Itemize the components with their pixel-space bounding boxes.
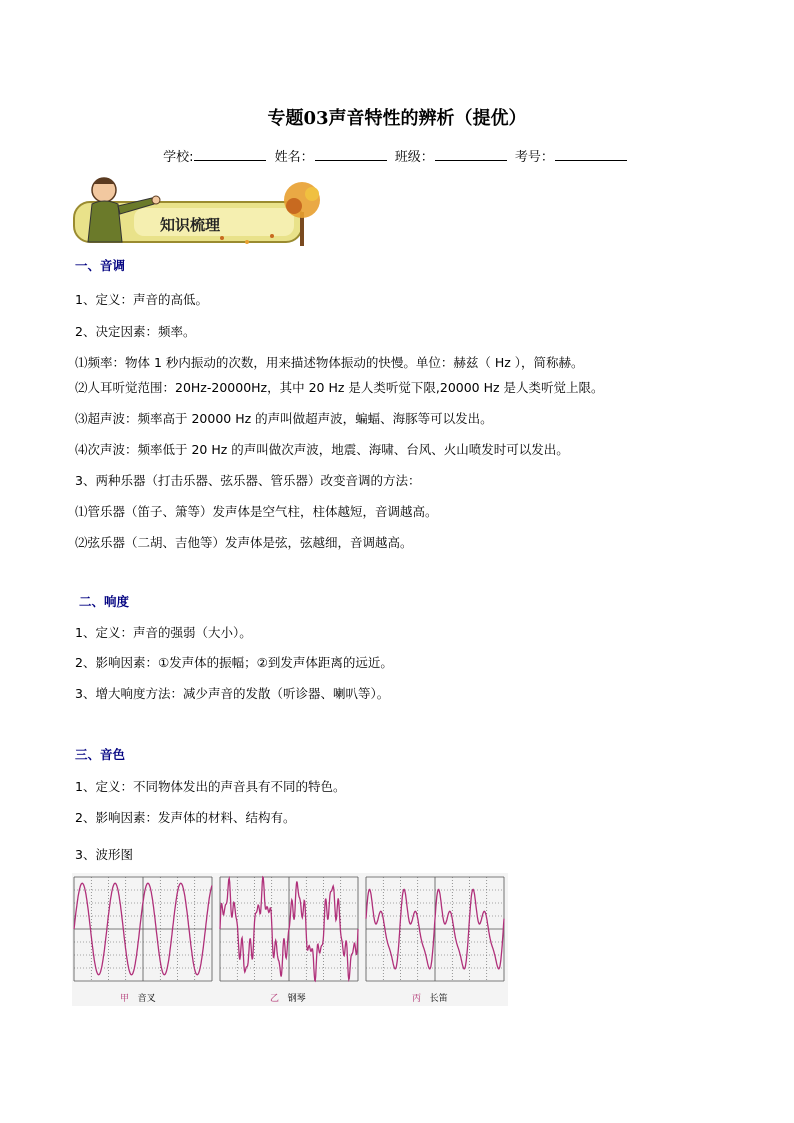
s3-line-3: 3、波形图 bbox=[75, 847, 133, 862]
section-1-heading: 一、音调 bbox=[75, 258, 126, 273]
s3-line-2: 2、影响因素：发声体的材料、结构有。 bbox=[75, 810, 296, 825]
s1-line-9: ⑵弦乐器（二胡、吉他等）发声体是弦，弦越细，音调越高。 bbox=[75, 535, 413, 550]
school-blank[interactable] bbox=[194, 150, 266, 161]
waveform-panels bbox=[72, 873, 508, 985]
banner-label: 知识梳理 bbox=[160, 216, 221, 234]
class-blank[interactable] bbox=[435, 150, 507, 161]
s2-line-1: 1、定义：声音的强弱（大小）。 bbox=[75, 625, 252, 640]
wave-name-1: 音叉 bbox=[137, 994, 156, 1004]
knowledge-banner bbox=[72, 172, 332, 248]
s1-line-7: 3、两种乐器（打击乐器、弦乐器、管乐器）改变音调的方法： bbox=[75, 473, 421, 488]
exam-label: 考号： bbox=[514, 150, 554, 165]
s1-line-4: ⑵人耳听觉范围：20Hz-20000Hz，其中 20 Hz 是人类听觉下限,20000 Hz 是人类听觉上限。 bbox=[75, 380, 604, 395]
s1-line-2: 2、决定因素：频率。 bbox=[75, 324, 196, 339]
section-2-heading: 二、响度 bbox=[79, 594, 130, 609]
wave-key-2: 乙 bbox=[270, 994, 280, 1004]
s1-line-5: ⑶超声波：频率高于 20000 Hz 的声叫做超声波，蝙蝠、海豚等可以发出。 bbox=[75, 411, 493, 426]
school-label: 学校: bbox=[163, 150, 194, 165]
s2-line-3: 3、增大响度方法：减少声音的发散（听诊器、喇叭等）。 bbox=[75, 686, 390, 701]
wave-panel-2 bbox=[220, 877, 358, 981]
s2-line-2: 2、影响因素：①发声体的振幅；②到发声体距离的远近。 bbox=[75, 655, 393, 670]
wave-label-3 bbox=[412, 991, 448, 1004]
name-blank[interactable] bbox=[315, 150, 387, 161]
waveform-figure bbox=[72, 873, 508, 1006]
s1-line-3: ⑴频率：物体 1 秒内振动的次数，用来描述物体振动的快慢。单位：赫兹（ Hz ），简称赫。 bbox=[75, 355, 584, 370]
s1-line-1: 1、定义：声音的高低。 bbox=[75, 292, 208, 307]
wave-name-3: 长笛 bbox=[429, 994, 448, 1004]
wave-panel-1 bbox=[74, 877, 212, 981]
exam-blank[interactable] bbox=[555, 150, 627, 161]
student-info-line bbox=[0, 146, 794, 165]
name-label: 姓名： bbox=[274, 150, 314, 165]
wave-name-2: 钢琴 bbox=[287, 994, 306, 1004]
wave-key-1: 甲 bbox=[120, 994, 130, 1004]
page-title: 专题03声音特性的辨析（提优） bbox=[267, 108, 527, 129]
wave-key-3: 丙 bbox=[412, 994, 422, 1004]
wave-panel-3 bbox=[366, 877, 504, 981]
s3-line-1: 1、定义：不同物体发出的声音具有不同的特色。 bbox=[75, 779, 346, 794]
class-label: 班级： bbox=[394, 150, 434, 165]
s1-line-6: ⑷次声波：频率低于 20 Hz 的声叫做次声波，地震、海啸、台风、火山喷发时可以发出。 bbox=[75, 442, 569, 457]
section-3-heading: 三、音色 bbox=[75, 747, 126, 762]
wave-label-2 bbox=[270, 991, 306, 1004]
wave-label-1 bbox=[120, 991, 156, 1004]
s1-line-8: ⑴管乐器（笛子、箫等）发声体是空气柱，柱体越短，音调越高。 bbox=[75, 504, 438, 519]
banner-illustration bbox=[72, 172, 332, 248]
